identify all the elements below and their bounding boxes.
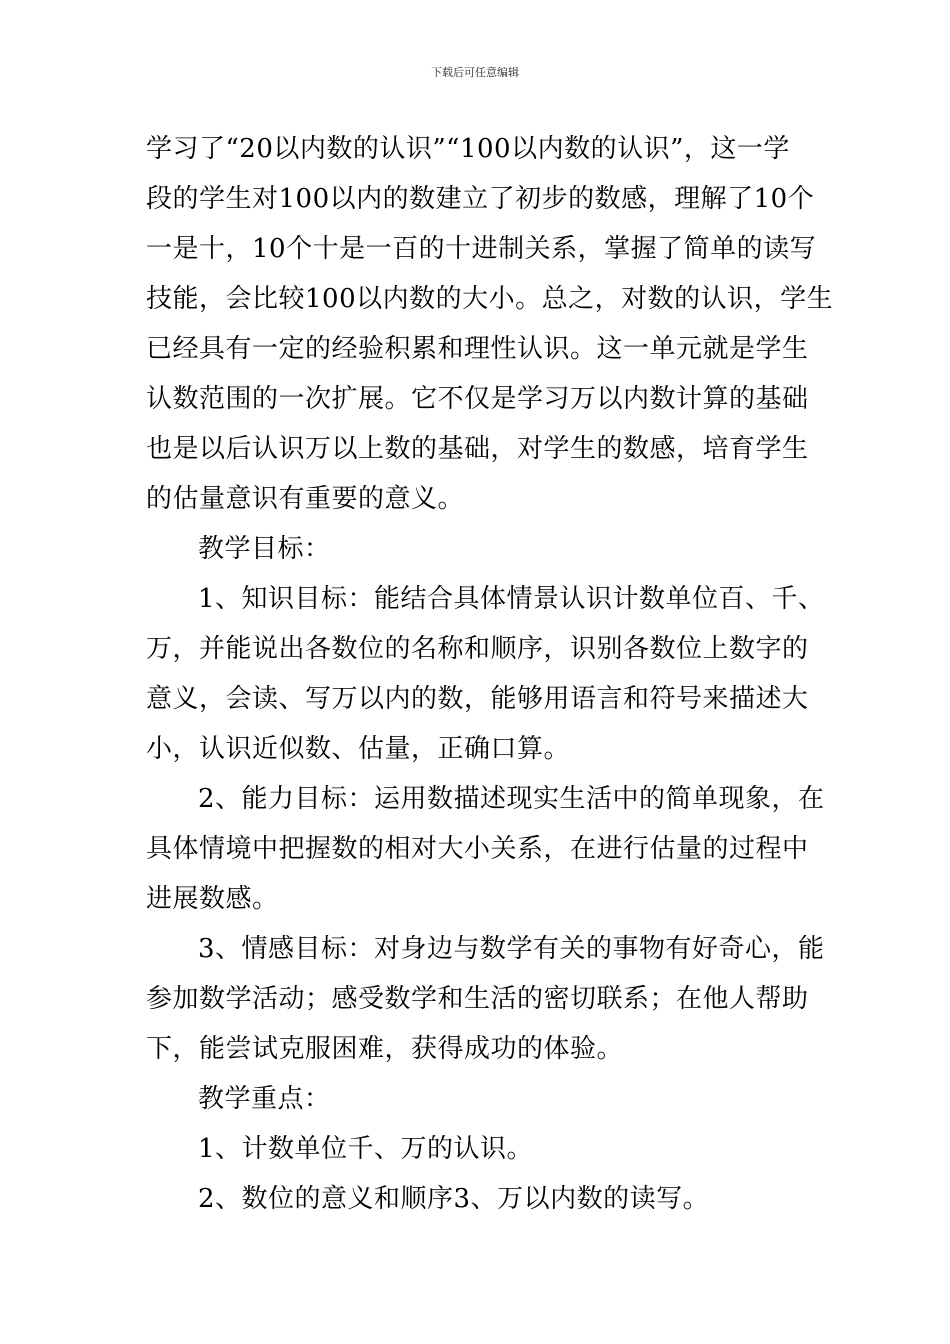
section-heading-objectives: 教学目标： [198, 534, 331, 564]
body-line: 意义，会读、写万以内的数，能够用语言和符号来描述大 [146, 684, 809, 714]
body-line: 2、能力目标：运用数描述现实生活中的简单现象，在 [198, 784, 825, 814]
body-line: 下，能尝试克服困难，获得成功的体验。 [146, 1034, 624, 1064]
body-line: 进展数感。 [146, 884, 279, 914]
body-line: 1、知识目标：能结合具体情景认识计数单位百、千、 [198, 584, 825, 614]
body-line: 1、计数单位千、万的认识。 [198, 1134, 534, 1164]
body-line: 小，认识近似数、估量，正确口算。 [146, 734, 571, 764]
body-line: 2、数位的意义和顺序3、万以内数的读写。 [198, 1184, 710, 1214]
body-line: 学习了“20以内数的认识”“100以内数的认识”，这一学 [146, 134, 790, 164]
body-line: 一是十，10个十是一百的十进制关系，掌握了简单的读写 [146, 234, 817, 264]
body-line: 段的学生对100以内的数建立了初步的数感，理解了10个 [146, 184, 815, 214]
body-line: 也是以后认识万以上数的基础，对学生的数感，培育学生 [146, 434, 809, 464]
body-line: 3、情感目标：对身边与数学有关的事物有好奇心，能 [198, 934, 825, 964]
body-line: 的估量意识有重要的意义。 [146, 484, 465, 514]
body-line: 已经具有一定的经验积累和理性认识。这一单元就是学生 [146, 334, 809, 364]
section-heading-key-points: 教学重点： [198, 1084, 331, 1114]
page-header-note: 下载后可任意编辑 [431, 66, 519, 79]
body-line: 具体情境中把握数的相对大小关系，在进行估量的过程中 [146, 834, 809, 864]
body-line: 技能，会比较100以内数的大小。总之，对数的认识，学生 [146, 284, 834, 314]
body-line: 万，并能说出各数位的名称和顺序，识别各数位上数字的 [146, 634, 809, 664]
body-line: 参加数学活动；感受数学和生活的密切联系；在他人帮助 [146, 984, 809, 1014]
body-line: 认数范围的一次扩展。它不仅是学习万以内数计算的基础 [146, 384, 809, 414]
